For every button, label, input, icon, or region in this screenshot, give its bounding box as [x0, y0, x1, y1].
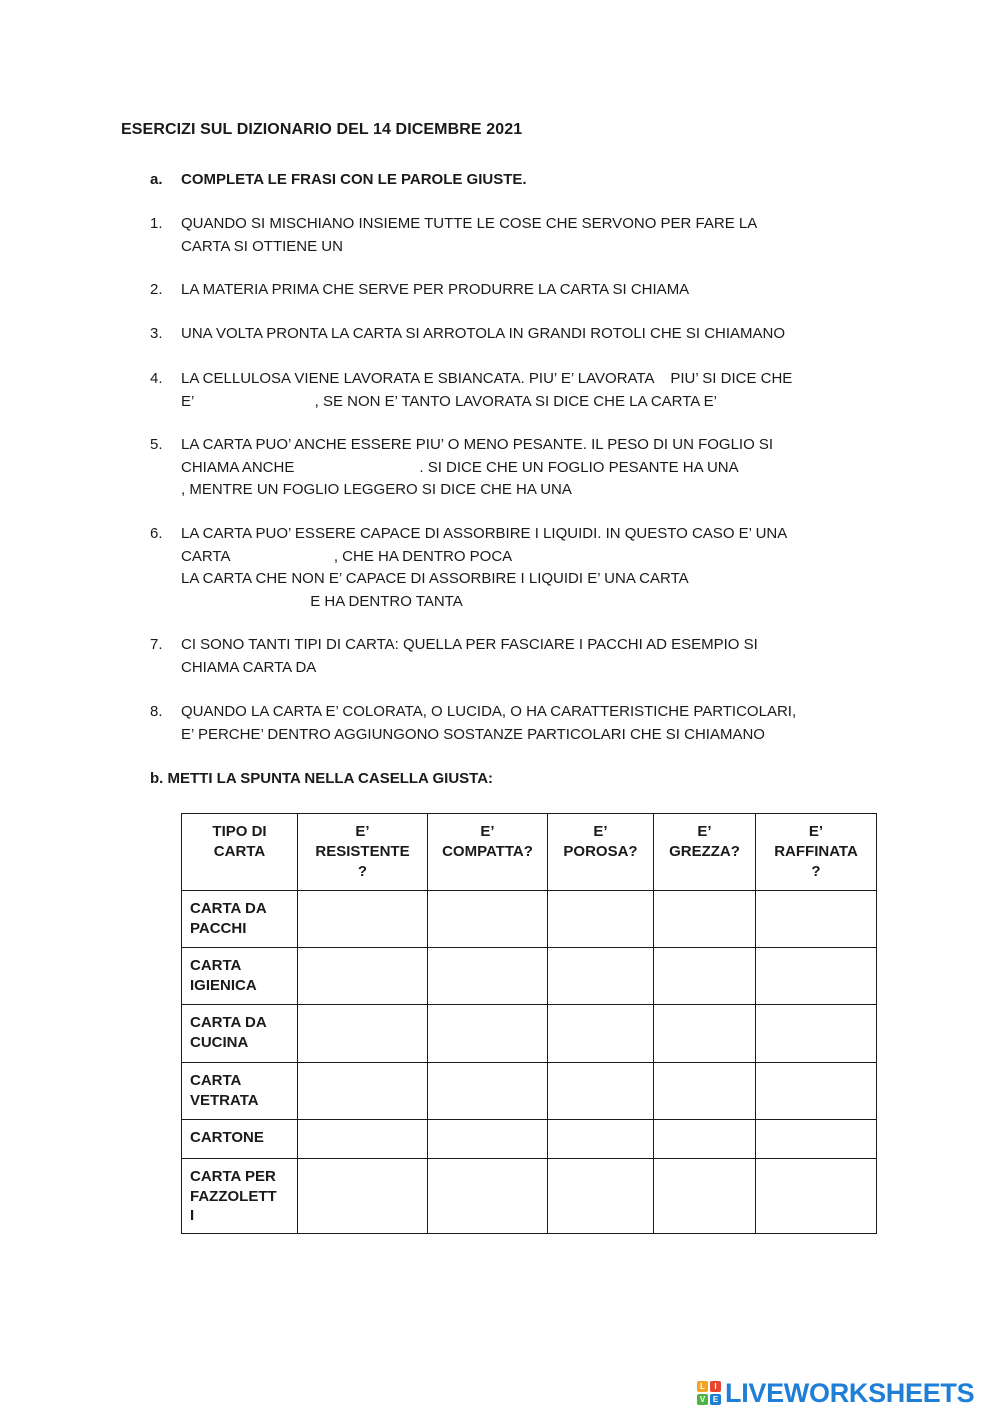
header-porosa: E’ POROSA?	[548, 814, 654, 891]
check-cell[interactable]	[298, 1063, 428, 1120]
question-number: 7.	[150, 636, 163, 653]
question-6	[150, 523, 890, 613]
question-8	[150, 701, 890, 746]
question-line: E HA DENTRO TANTA	[181, 592, 463, 610]
header-tipo-di-carta: TIPO DI CARTA	[182, 814, 298, 891]
question-line: LA CARTA CHE NON E’ CAPACE DI ASSORBIRE I LIQUIDI E’ UNA CARTA	[181, 570, 689, 587]
section-b-heading: b. METTI LA SPUNTA NELLA CASELLA GIUSTA:	[150, 770, 494, 787]
question-number: 2.	[150, 281, 163, 298]
question-5	[150, 434, 890, 502]
check-cell[interactable]	[548, 1063, 654, 1120]
question-line: , MENTRE UN FOGLIO LEGGERO SI DICE CHE HA UNA	[181, 481, 572, 498]
question-line: CI SONO TANTI TIPI DI CARTA: QUELLA PER FASCIARE I PACCHI AD ESEMPIO SI	[181, 636, 758, 653]
check-cell[interactable]	[548, 1120, 654, 1159]
header-grezza: E’ GREZZA?	[654, 814, 756, 891]
question-line: E’ PERCHE’ DENTRO AGGIUNGONO SOSTANZE PARTICOLARI CHE SI CHIAMANO	[181, 725, 765, 743]
check-cell[interactable]	[428, 1005, 548, 1063]
check-cell[interactable]	[548, 1159, 654, 1234]
check-cell[interactable]	[756, 1120, 877, 1159]
question-line: CHIAMA CARTA DA	[181, 658, 317, 676]
header-compatta: E’ COMPATTA?	[428, 814, 548, 891]
check-cell[interactable]	[298, 948, 428, 1005]
row-label: CARTA PER FAZZOLETT I	[182, 1159, 298, 1234]
question-line: LA CELLULOSA VIENE LAVORATA E SBIANCATA. PIU’ E’ LAVORATA PIU’ SI DICE CHE	[181, 370, 793, 387]
check-cell[interactable]	[756, 948, 877, 1005]
row-label: CARTA DA PACCHI	[182, 891, 298, 948]
check-cell[interactable]	[756, 1159, 877, 1234]
table-row	[182, 1005, 877, 1063]
header-resistente: E’ RESISTENTE ?	[298, 814, 428, 891]
check-cell[interactable]	[654, 1005, 756, 1063]
check-cell[interactable]	[756, 891, 877, 948]
question-line: E’ , SE NON E’ TANTO LAVORATA SI DICE CHE LA CARTA E’	[181, 392, 717, 410]
section-a-label: a.	[150, 171, 163, 188]
question-number: 6.	[150, 525, 163, 542]
check-cell[interactable]	[298, 1159, 428, 1234]
row-label: CARTONE	[182, 1120, 298, 1159]
question-line: LA MATERIA PRIMA CHE SERVE PER PRODURRE LA CARTA SI CHIAMA	[181, 281, 690, 298]
question-1	[150, 213, 890, 258]
table-row	[182, 1159, 877, 1234]
logo-mark-tile: L	[697, 1381, 708, 1392]
section-a-text: COMPLETA LE FRASI CON LE PAROLE GIUSTE.	[181, 171, 527, 188]
check-cell[interactable]	[298, 891, 428, 948]
question-3	[150, 323, 890, 346]
table-row	[182, 1120, 877, 1159]
row-label: CARTA VETRATA	[182, 1063, 298, 1120]
logo-mark-tile: V	[697, 1394, 708, 1405]
question-line: QUANDO SI MISCHIANO INSIEME TUTTE LE COSE CHE SERVONO PER FARE LA	[181, 215, 758, 232]
question-line: LA CARTA PUO’ ESSERE CAPACE DI ASSORBIRE I LIQUIDI. IN QUESTO CASO E’ UNA	[181, 525, 788, 542]
check-cell[interactable]	[548, 948, 654, 1005]
check-cell[interactable]	[548, 1005, 654, 1063]
check-cell[interactable]	[428, 948, 548, 1005]
question-number: 4.	[150, 370, 163, 387]
table-row	[182, 948, 877, 1005]
check-cell[interactable]	[756, 1005, 877, 1063]
check-cell[interactable]	[654, 891, 756, 948]
table-row	[182, 1063, 877, 1120]
logo-mark-icon	[697, 1381, 721, 1405]
question-line: CARTA , CHE HA DENTRO POCA	[181, 547, 513, 565]
question-number: 1.	[150, 215, 163, 232]
question-7	[150, 634, 890, 679]
check-cell[interactable]	[428, 1120, 548, 1159]
check-cell[interactable]	[756, 1063, 877, 1120]
worksheet-title: ESERCIZI SUL DIZIONARIO DEL 14 DICEMBRE 2021	[121, 121, 523, 138]
question-number: 3.	[150, 325, 163, 342]
question-line: CHIAMA ANCHE . SI DICE CHE UN FOGLIO PESANTE HA UNA	[181, 458, 739, 476]
liveworksheets-logo[interactable]	[697, 1378, 974, 1408]
question-line: CARTA SI OTTIENE UN	[181, 237, 343, 255]
check-cell[interactable]	[298, 1120, 428, 1159]
header-raffinata: E’ RAFFINATA ?	[756, 814, 877, 891]
check-cell[interactable]	[654, 1159, 756, 1234]
check-cell[interactable]	[428, 891, 548, 948]
answer-table	[181, 813, 877, 1234]
logo-text: LIVEWORKSHEETS	[725, 1377, 975, 1408]
question-line: LA CARTA PUO’ ANCHE ESSERE PIU’ O MENO PESANTE. IL PESO DI UN FOGLIO SI	[181, 436, 774, 453]
question-2	[150, 279, 890, 302]
check-cell[interactable]	[428, 1159, 548, 1234]
check-cell[interactable]	[548, 891, 654, 948]
check-cell[interactable]	[654, 1063, 756, 1120]
check-cell[interactable]	[654, 948, 756, 1005]
check-cell[interactable]	[654, 1120, 756, 1159]
section-a-heading	[150, 171, 527, 188]
question-number: 5.	[150, 436, 163, 453]
question-4	[150, 368, 890, 413]
question-number: 8.	[150, 703, 163, 720]
check-cell[interactable]	[298, 1005, 428, 1063]
logo-mark-tile: E	[710, 1394, 721, 1405]
row-label: CARTA IGIENICA	[182, 948, 298, 1005]
question-line: QUANDO LA CARTA E’ COLORATA, O LUCIDA, O HA CARATTERISTICHE PARTICOLARI,	[181, 703, 797, 720]
question-line: UNA VOLTA PRONTA LA CARTA SI ARROTOLA IN GRANDI ROTOLI CHE SI CHIAMANO	[181, 325, 786, 342]
row-label: CARTA DA CUCINA	[182, 1005, 298, 1063]
logo-mark-tile: I	[710, 1381, 721, 1392]
check-cell[interactable]	[428, 1063, 548, 1120]
table-header-row	[182, 814, 877, 891]
table-row	[182, 891, 877, 948]
